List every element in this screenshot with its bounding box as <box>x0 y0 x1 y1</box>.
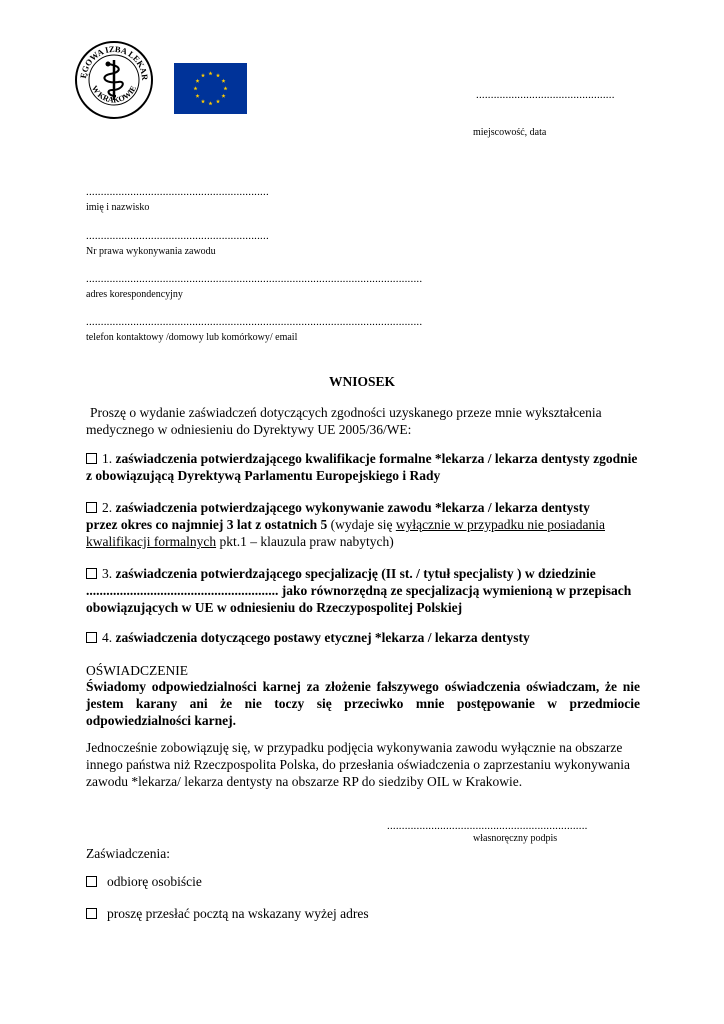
option-4-checkbox[interactable] <box>86 632 97 643</box>
option-4 <box>86 629 646 646</box>
license-label: Nr prawa wykonywania zawodu <box>86 246 216 257</box>
logo-text-bottom: W KRAKOWIE <box>89 83 139 105</box>
declaration-heading: OŚWIADCZENIE <box>86 663 188 678</box>
option-2-checkbox[interactable] <box>86 502 97 513</box>
option-2-note-under-b: kwalifikacji formalnych <box>86 534 217 549</box>
declaration-text: Świadomy odpowiedzialności karnej za złożenie fałszywego oświadczenia oświadczam, że nie jestem karany ani że nie toczy się przeciwko mnie postępowanie w przedmiocie odpowiedzialności karnej. <box>86 679 640 728</box>
logo-text-top: ĘGOWA IZBA LEKAR <box>77 43 151 81</box>
address-label: adres korespondencyjny <box>86 289 183 300</box>
intro-text: Proszę o wydanie zaświadczeń dotyczących zgodności uzyskanego przeze mnie wykształcenia medycznego w odniesieniu do Dyrektywy UE 2005/36/WE: <box>86 405 602 437</box>
document-title: WNIOSEK <box>328 374 396 389</box>
date-dots: ............................................... <box>476 89 615 101</box>
option-2-text-a: zaświadczenia potwierdzającego wykonywanie zawodu *lekarza / lekarza dentysty <box>115 500 590 515</box>
option-3 <box>86 565 646 616</box>
option-1-text: zaświadczenia potwierdzającego kwalifikacje formalne *lekarza / lekarza dentysty zgodnie z obowiązującą Dyrektywą Parlamentu Europejskiego i Rady <box>86 451 638 483</box>
commitment-text: Jednocześnie zobowiązuję się, w przypadku podjęcia wykonywania zawodu wyłącznie na obszarze innego państwa niż Rzeczpospolita Polska, do przesłania oświadczenia o zaprzestaniu wykonywania zawodu *lekarza/ lekarza dentysty na obszarze RP do siedziby OIL w Krakowie. <box>86 740 630 789</box>
address-dots: .................................................................................................................. <box>86 273 423 285</box>
option-2-number: 2. <box>102 500 113 515</box>
delivery-option-2 <box>86 905 369 922</box>
name-dots: .............................................................. <box>86 186 269 198</box>
date-label: miejscowość, data <box>473 127 547 138</box>
delivery-option-2-checkbox[interactable] <box>86 908 97 919</box>
option-3-text-a: zaświadczenia potwierdzającego specjalizację (II st. / tytuł specjalisty ) w dziedzinie <box>115 566 596 581</box>
option-1-checkbox[interactable] <box>86 453 97 464</box>
delivery-option-2-label: proszę przesłać pocztą na wskazany wyżej adres <box>107 906 369 921</box>
phone-dots: .................................................................................................................. <box>86 316 423 328</box>
name-label: imię i nazwisko <box>86 202 150 213</box>
license-dots: .............................................................. <box>86 230 269 242</box>
option-2-note-under-a: wyłącznie w przypadku nie posiadania <box>395 517 605 532</box>
option-1-number: 1. <box>102 451 113 466</box>
delivery-heading: Zaświadczenia: <box>86 846 170 861</box>
delivery-option-1 <box>86 873 202 890</box>
option-2-note-a: (wydaje się <box>330 517 393 532</box>
delivery-option-1-checkbox[interactable] <box>86 876 97 887</box>
flag-background <box>174 63 247 114</box>
option-2-text-b: przez okres co najmniej 3 lat z ostatnich 5 <box>86 517 328 532</box>
option-3-text-b: ......................................................... jako równorzędną ze specjalizacją wymienioną w przepisach obowiązujących w UE w odniesieniu do Rzeczypospolitej Polskiej <box>86 583 632 615</box>
option-1 <box>86 450 646 484</box>
option-3-checkbox[interactable] <box>86 568 97 579</box>
option-2-note-b: pkt.1 – klauzula praw nabytych) <box>219 534 394 549</box>
eu-flag <box>174 63 247 114</box>
option-3-number: 3. <box>102 566 113 581</box>
option-2 <box>86 499 646 550</box>
option-4-text: zaświadczenia dotyczącego postawy etycznej *lekarza / lekarza dentysty <box>115 630 530 645</box>
option-4-number: 4. <box>102 630 113 645</box>
chamber-logo <box>74 40 154 120</box>
signature-label: własnoręczny podpis <box>473 833 558 844</box>
phone-label: telefon kontaktowy /domowy lub komórkowy/ email <box>86 332 298 343</box>
signature-dots: .................................................................... <box>387 820 588 832</box>
delivery-option-1-label: odbiorę osobiście <box>107 874 202 889</box>
